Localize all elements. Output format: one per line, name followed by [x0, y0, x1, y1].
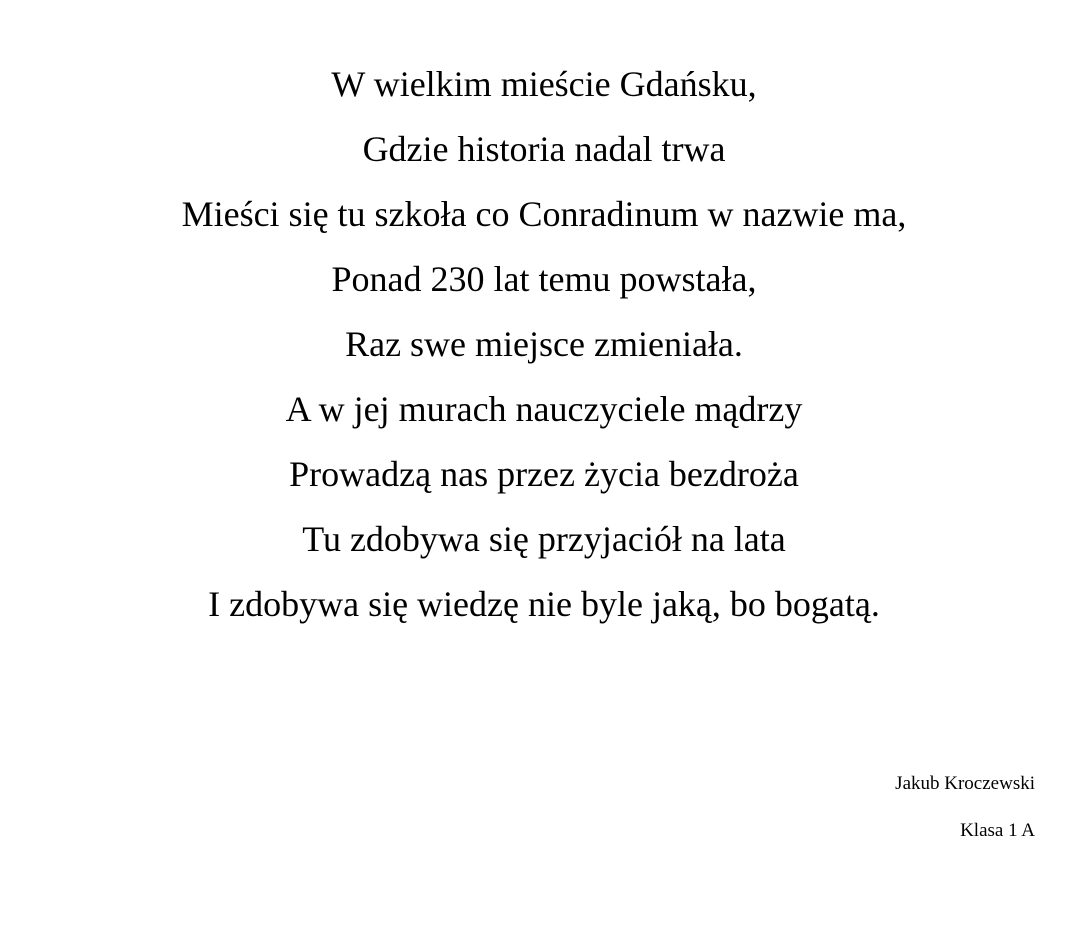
poem-line-9: I zdobywa się wiedzę nie byle jaką, bo bogatą.: [208, 584, 880, 624]
poem-line-6: A w jej murach nauczyciele mądrzy: [285, 389, 803, 429]
poem-line-4: Ponad 230 lat temu powstała,: [331, 259, 757, 299]
poem-line-5: Raz swe miejsce zmieniała.: [345, 324, 743, 364]
poem-line-7: Prowadzą nas przez życia bezdroża: [289, 454, 799, 494]
author-name: Jakub Kroczewski: [895, 773, 1035, 794]
class-label: Klasa 1 A: [960, 820, 1035, 841]
poem-line-1: W wielkim mieście Gdańsku,: [331, 64, 757, 104]
poem: [0, 52, 1080, 637]
poem-line-8: Tu zdobywa się przyjaciół na lata: [302, 519, 786, 559]
poem-line-2: Gdzie historia nadal trwa: [362, 129, 726, 169]
poem-line-3: Mieści się tu szkoła co Conradinum w nazwie ma,: [181, 194, 907, 234]
